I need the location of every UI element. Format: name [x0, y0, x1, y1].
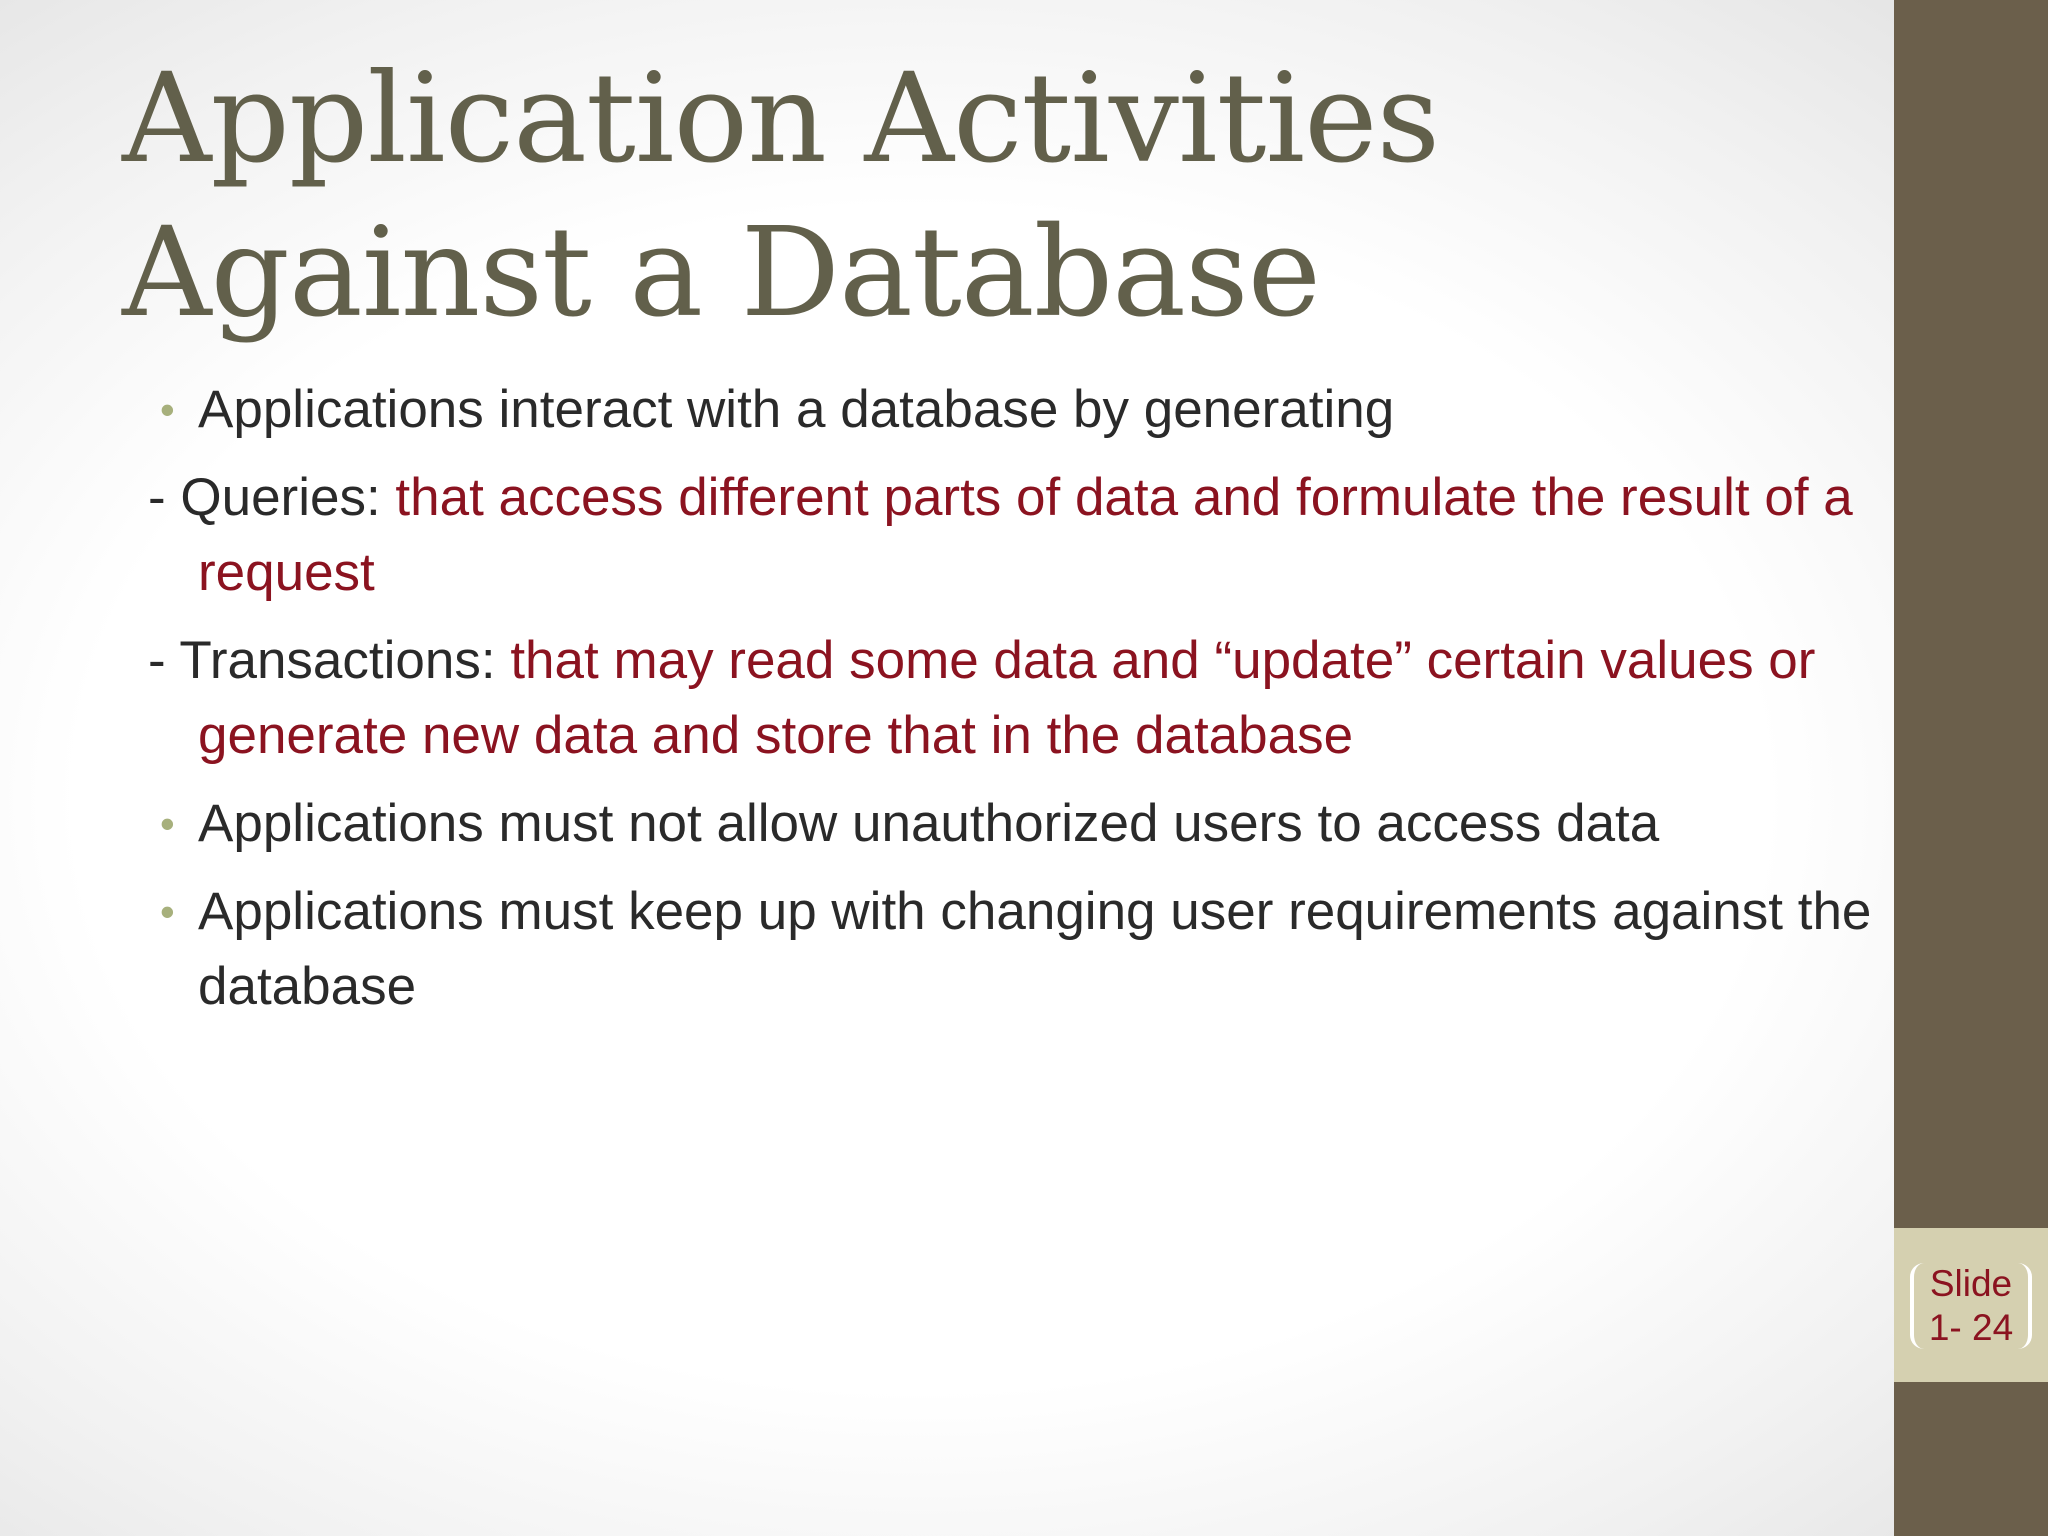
transactions-item [148, 623, 1888, 773]
bullet-item [148, 372, 1888, 447]
slide-number-value: 1- 24 [1928, 1307, 2014, 1348]
queries-label: - Queries: [148, 468, 396, 527]
slide-number [1910, 1263, 2032, 1349]
slide-title: Application Activities Against a Database [122, 47, 1440, 345]
queries-item [148, 460, 1888, 610]
slide-body [148, 372, 1888, 1037]
transactions-description: that may read some data and “update” certain values or generate new data and store that in the database [198, 631, 1816, 765]
bullet-item [148, 786, 1888, 861]
bullet-dot-icon: • [160, 386, 175, 433]
queries-description: that access different parts of data and formulate the result of a request [198, 468, 1853, 602]
bullet-text: Applications must not allow unauthorized users to access data [198, 794, 1660, 853]
bullet-item [148, 874, 1888, 1024]
transactions-label: - Transactions: [148, 631, 511, 690]
bullet-text: Applications must keep up with changing user requirements against the database [198, 882, 1872, 1016]
slide-number-label: Slide [1929, 1263, 2013, 1304]
bullet-dot-icon: • [160, 800, 175, 847]
bullet-dot-icon: • [160, 888, 175, 935]
bullet-text: Applications interact with a database by generating [198, 380, 1395, 439]
